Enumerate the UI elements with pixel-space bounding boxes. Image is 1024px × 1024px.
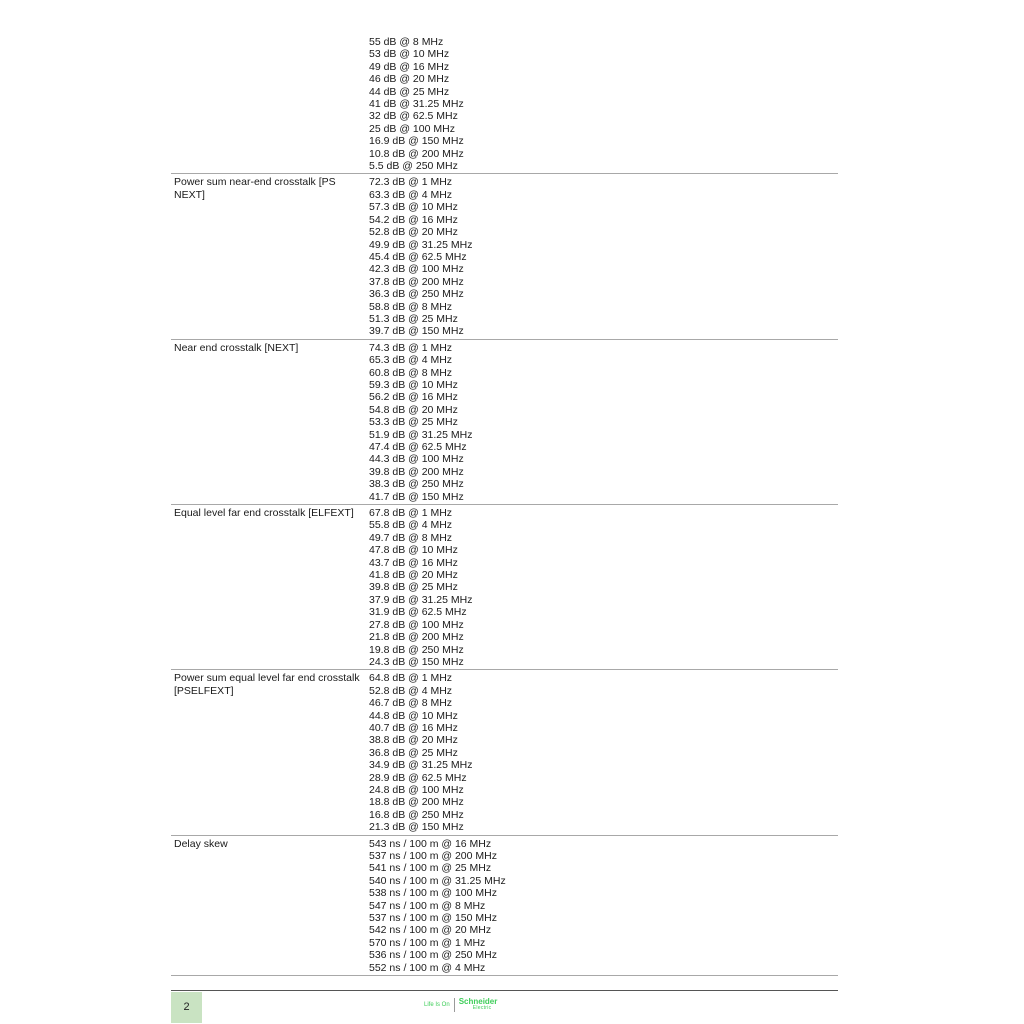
spec-value: 52.8 dB @ 20 MHz (369, 226, 458, 239)
spec-value: 39.7 dB @ 150 MHz (369, 325, 464, 338)
spec-value: 46.7 dB @ 8 MHz (369, 697, 453, 710)
spec-value: 39.8 dB @ 200 MHz (369, 465, 464, 478)
brand-name: Schneider (458, 997, 498, 1006)
spec-value: 41.7 dB @ 150 MHz (369, 490, 464, 503)
spec-row (171, 505, 838, 670)
spec-value: 44.8 dB @ 10 MHz (369, 709, 458, 722)
spec-value: 54.2 dB @ 16 MHz (369, 213, 458, 226)
spec-value: 25 dB @ 100 MHz (369, 122, 455, 135)
spec-value: 19.8 dB @ 250 MHz (369, 643, 464, 656)
spec-values (369, 342, 838, 503)
spec-value: 536 ns / 100 m @ 250 MHz (369, 949, 497, 962)
spec-label: Near end crosstalk [NEXT] (174, 341, 299, 354)
spec-label: Equal level far end crosstalk [ELFEXT] (174, 507, 354, 520)
spec-value: 5.5 dB @ 250 MHz (369, 160, 458, 173)
spec-value: 541 ns / 100 m @ 25 MHz (369, 862, 492, 875)
spec-value: 64.8 dB @ 1 MHz (369, 672, 453, 685)
spec-value: 47.4 dB @ 62.5 MHz (369, 441, 467, 453)
spec-value: 57.3 dB @ 10 MHz (369, 201, 458, 214)
spec-value: 67.8 dB @ 1 MHz (369, 507, 453, 520)
spec-value: 65.3 dB @ 4 MHz (369, 354, 453, 367)
spec-value: 42.3 dB @ 100 MHz (369, 263, 464, 276)
spec-value: 16.9 dB @ 150 MHz (369, 135, 464, 148)
spec-values (369, 838, 838, 974)
spec-label (171, 36, 369, 172)
spec-value: 60.8 dB @ 8 MHz (369, 366, 453, 379)
spec-value: 16.8 dB @ 250 MHz (369, 808, 464, 821)
spec-value: 40.7 dB @ 16 MHz (369, 721, 458, 734)
spec-value: 552 ns / 100 m @ 4 MHz (369, 961, 486, 974)
brand-subname: Electric (472, 1005, 492, 1011)
spec-value: 49.7 dB @ 8 MHz (369, 531, 453, 544)
spec-value: 47.8 dB @ 10 MHz (369, 544, 458, 557)
spec-label: Power sum near-end crosstalk [PS NEXT] (174, 176, 336, 201)
spec-values (369, 672, 838, 833)
spec-value: 63.3 dB @ 4 MHz (369, 188, 453, 201)
spec-value: 41.8 dB @ 20 MHz (369, 569, 458, 582)
spec-value: 538 ns / 100 m @ 100 MHz (369, 887, 497, 900)
spec-value: 37.8 dB @ 200 MHz (369, 275, 464, 288)
spec-value: 537 ns / 100 m @ 200 MHz (369, 850, 497, 862)
spec-value: 542 ns / 100 m @ 20 MHz (369, 924, 492, 937)
spec-value: 36.3 dB @ 250 MHz (369, 288, 464, 301)
logo-separator (454, 998, 455, 1012)
spec-value: 52.8 dB @ 4 MHz (369, 684, 453, 697)
spec-value: 55 dB @ 8 MHz (369, 36, 444, 48)
spec-value: 28.9 dB @ 62.5 MHz (369, 771, 467, 784)
spec-value: 59.3 dB @ 10 MHz (369, 378, 458, 391)
spec-values (369, 507, 838, 668)
spec-value: 18.8 dB @ 200 MHz (369, 796, 464, 809)
spec-label: Delay skew (174, 837, 228, 850)
spec-value: 53 dB @ 10 MHz (369, 48, 450, 61)
spec-value: 55.8 dB @ 4 MHz (369, 519, 453, 532)
footer-divider (171, 990, 838, 991)
spec-row (171, 670, 838, 835)
spec-row (171, 36, 838, 174)
spec-value: 44 dB @ 25 MHz (369, 85, 450, 98)
spec-value: 58.8 dB @ 8 MHz (369, 300, 453, 313)
spec-value: 43.7 dB @ 16 MHz (369, 556, 458, 569)
spec-row (171, 836, 838, 976)
spec-value: 21.3 dB @ 150 MHz (369, 821, 464, 834)
spec-value: 27.8 dB @ 100 MHz (369, 618, 464, 631)
spec-value: 72.3 dB @ 1 MHz (369, 176, 453, 189)
spec-value: 24.8 dB @ 100 MHz (369, 783, 464, 796)
spec-value: 38.8 dB @ 20 MHz (369, 734, 458, 747)
spec-row (171, 340, 838, 505)
spec-value: 56.2 dB @ 16 MHz (369, 391, 458, 404)
spec-value: 36.8 dB @ 25 MHz (369, 746, 458, 759)
spec-value: 51.3 dB @ 25 MHz (369, 312, 458, 325)
spec-value: 543 ns / 100 m @ 16 MHz (369, 837, 492, 850)
spec-value: 34.9 dB @ 31.25 MHz (369, 759, 473, 772)
spec-value: 10.8 dB @ 200 MHz (369, 147, 464, 160)
spec-value: 31.9 dB @ 62.5 MHz (369, 606, 467, 619)
logo-tagline: Life Is On (424, 1001, 450, 1008)
spec-value: 39.8 dB @ 25 MHz (369, 581, 458, 594)
spec-label: Power sum equal level far end crosstalk [PSELFEXT] (174, 672, 360, 697)
spec-value: 45.4 dB @ 62.5 MHz (369, 250, 467, 263)
spec-value: 41 dB @ 31.25 MHz (369, 98, 464, 111)
spec-value: 51.9 dB @ 31.25 MHz (369, 428, 473, 441)
spec-value: 537 ns / 100 m @ 150 MHz (369, 912, 497, 925)
spec-value: 74.3 dB @ 1 MHz (369, 341, 453, 354)
brand-logo (424, 998, 497, 1012)
spec-values (369, 176, 838, 337)
spec-value: 49.9 dB @ 31.25 MHz (369, 238, 473, 251)
spec-value: 53.3 dB @ 25 MHz (369, 416, 458, 429)
page-number: 2 (171, 992, 202, 1023)
spec-value: 24.3 dB @ 150 MHz (369, 655, 464, 668)
spec-value: 46 dB @ 20 MHz (369, 73, 450, 86)
spec-row (171, 174, 838, 339)
spec-value: 21.8 dB @ 200 MHz (369, 631, 464, 644)
brand-wordmark (459, 998, 498, 1012)
spec-table (171, 36, 838, 976)
spec-value: 32 dB @ 62.5 MHz (369, 110, 458, 123)
spec-value: 54.8 dB @ 20 MHz (369, 403, 458, 416)
spec-value: 570 ns / 100 m @ 1 MHz (369, 936, 486, 949)
spec-values (369, 36, 838, 172)
spec-value: 547 ns / 100 m @ 8 MHz (369, 899, 486, 912)
spec-value: 44.3 dB @ 100 MHz (369, 453, 464, 466)
spec-value: 540 ns / 100 m @ 31.25 MHz (369, 874, 506, 887)
spec-value: 37.9 dB @ 31.25 MHz (369, 593, 473, 606)
spec-value: 49 dB @ 16 MHz (369, 60, 450, 73)
spec-value: 38.3 dB @ 250 MHz (369, 478, 464, 491)
